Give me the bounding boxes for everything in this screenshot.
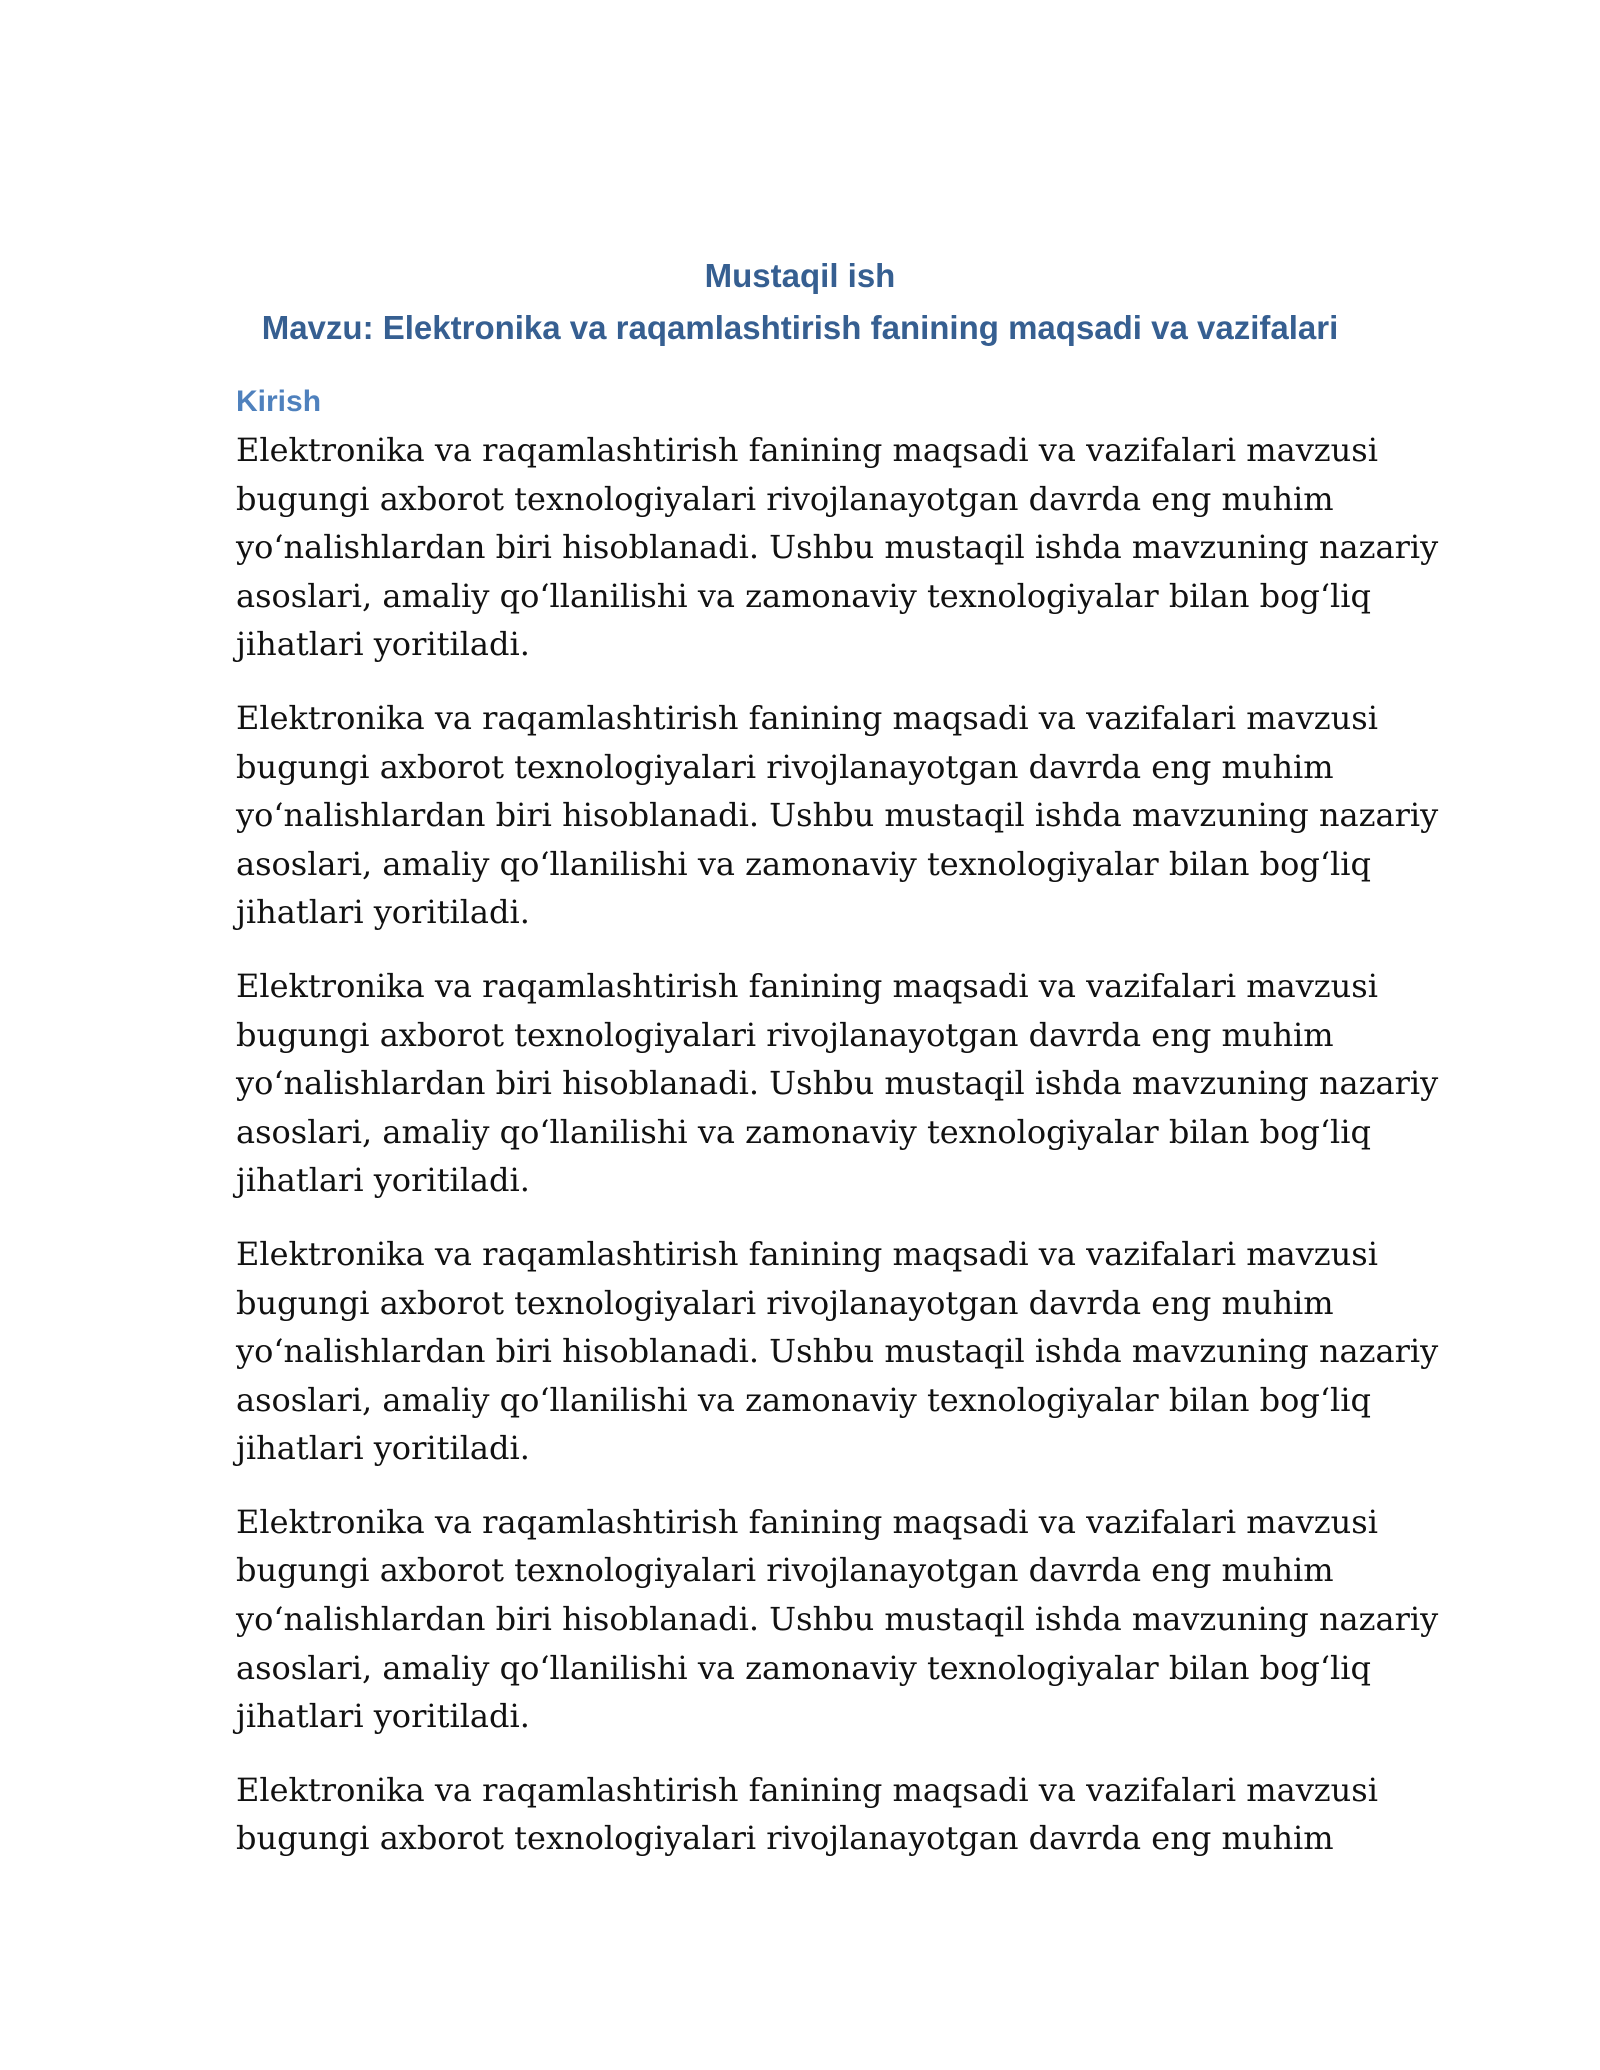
paragraph-line: Elektronika va raqamlashtirish fanining maqsadi va vazifalari mavzusi: [236, 431, 1378, 469]
paragraph-line: asoslari, amaliy qo‘llanilishi va zamonaviy texnologiyalar bilan bog‘liq: [236, 844, 1371, 883]
paragraph-line: asoslari, amaliy qo‘llanilishi va zamonaviy texnologiyalar bilan bog‘liq: [236, 576, 1371, 615]
paragraph-line: asoslari, amaliy qo‘llanilishi va zamonaviy texnologiyalar bilan bog‘liq: [236, 1112, 1371, 1151]
paragraph-line: bugungi axborot texnologiyalari rivojlanayotgan davrda eng muhim: [236, 1819, 1334, 1858]
paragraph-line: bugungi axborot texnologiyalari rivojlanayotgan davrda eng muhim: [236, 747, 1334, 786]
title-block: [236, 250, 1364, 354]
paragraph: [236, 426, 1439, 669]
paragraph-line: jihatlari yoritiladi.: [236, 625, 530, 664]
paragraph-line: Elektronika va raqamlashtirish fanining maqsadi va vazifalari mavzusi: [236, 698, 1378, 737]
paragraph: [236, 694, 1439, 937]
paragraph: [236, 1498, 1439, 1741]
paragraph-line: jihatlari yoritiladi.: [236, 893, 530, 932]
paragraph-line: bugungi axborot texnologiyalari rivojlanayotgan davrda eng muhim: [236, 1551, 1334, 1590]
paragraph-line: asoslari, amaliy qo‘llanilishi va zamonaviy texnologiyalar bilan bog‘liq: [236, 1380, 1371, 1419]
paragraph-line: yo‘nalishlardan biri hisoblanadi. Ushbu mustaqil ishda mavzuning nazariy: [236, 1064, 1439, 1103]
paragraph-line: jihatlari yoritiladi.: [236, 1161, 530, 1200]
paragraph: [236, 1230, 1439, 1473]
section-heading-kirish: Kirish: [236, 385, 322, 418]
paragraph-line: Elektronika va raqamlashtirish fanining maqsadi va vazifalari mavzusi: [236, 966, 1378, 1005]
paragraph-line: bugungi axborot texnologiyalari rivojlanayotgan davrda eng muhim: [236, 1015, 1334, 1054]
paragraph-line: asoslari, amaliy qo‘llanilishi va zamonaviy texnologiyalar bilan bog‘liq: [236, 1648, 1371, 1687]
paragraph-line: Elektronika va raqamlashtirish fanining maqsadi va vazifalari mavzusi: [236, 1234, 1378, 1273]
paragraph-line: yo‘nalishlardan biri hisoblanadi. Ushbu mustaqil ishda mavzuning nazariy: [236, 528, 1439, 567]
paragraph-line: Elektronika va raqamlashtirish fanining maqsadi va vazifalari mavzusi: [236, 1502, 1378, 1541]
document-title: Mustaqil ish: [704, 257, 896, 294]
document-body: [236, 378, 1439, 1888]
paragraph-line: jihatlari yoritiladi.: [236, 1697, 530, 1736]
paragraph-line: bugungi axborot texnologiyalari rivojlanayotgan davrda eng muhim: [236, 1283, 1334, 1322]
paragraph-line: bugungi axborot texnologiyalari rivojlanayotgan davrda eng muhim: [236, 479, 1334, 518]
paragraph-line: jihatlari yoritiladi.: [236, 1429, 530, 1468]
document-subtitle: Mavzu: Elektronika va raqamlashtirish fanining maqsadi va vazifalari: [261, 309, 1339, 346]
paragraph: [236, 962, 1439, 1205]
paragraph-partial: [236, 1766, 1378, 1863]
paragraph-line: yo‘nalishlardan biri hisoblanadi. Ushbu mustaqil ishda mavzuning nazariy: [236, 1332, 1439, 1371]
paragraph-line: Elektronika va raqamlashtirish fanining maqsadi va vazifalari mavzusi: [236, 1770, 1378, 1809]
paragraph-line: yo‘nalishlardan biri hisoblanadi. Ushbu mustaqil ishda mavzuning nazariy: [236, 796, 1439, 835]
paragraph-line: yo‘nalishlardan biri hisoblanadi. Ushbu mustaqil ishda mavzuning nazariy: [236, 1600, 1439, 1639]
